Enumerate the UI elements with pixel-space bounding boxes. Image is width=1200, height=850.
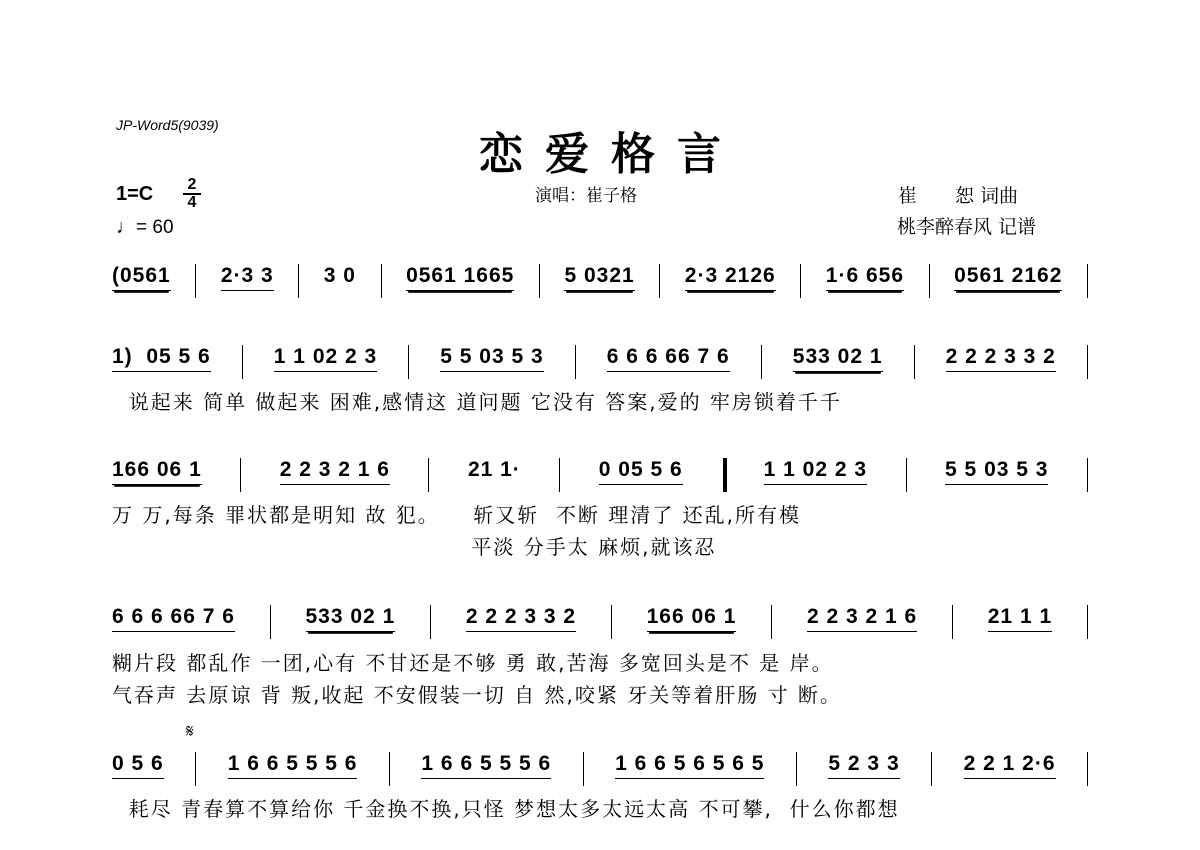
composer-credit: 崔 恕 词曲 (898, 185, 1019, 207)
barline (1087, 752, 1088, 786)
lyric-line: 糊片段 都乱作 一团,心有 不甘还是不够 勇 敢,苦海 多宽回头是不 是 岸。 (112, 651, 834, 675)
barline (914, 345, 915, 379)
barline (1087, 605, 1088, 639)
measure: 21 1 1 (988, 605, 1052, 632)
segno-icon: 𝄋 (186, 721, 194, 741)
staff-4 (112, 605, 1092, 653)
barline (389, 752, 390, 786)
barline (611, 605, 612, 639)
barline (931, 752, 932, 786)
transcriber-credit: 桃李醉春风 记谱 (897, 216, 1037, 238)
meter-bottom: 4 (183, 193, 201, 211)
barline (298, 264, 299, 298)
measure: 1) 05 5 6 (112, 345, 211, 372)
barline (583, 752, 584, 786)
measure: 6 6 6 66 7 6 (607, 345, 730, 372)
time-signature (183, 177, 201, 211)
lyric-line: 平淡 分手太 麻烦,就该忍 (112, 535, 717, 559)
measure: 2 2 2 3 3 2 (946, 345, 1056, 372)
singer-credit: 演唱：崔子格 (535, 186, 637, 206)
barline (906, 458, 907, 492)
barline (195, 752, 196, 786)
measure: 1 6 6 5 6 5 6 5 (615, 752, 764, 779)
barline (761, 345, 762, 379)
measure: 2 2 1 2·6 (964, 752, 1056, 779)
measure: 21 1· (467, 458, 521, 481)
measure: 2·3 2126 (685, 264, 776, 291)
measure: 0561 2162 (954, 264, 1062, 291)
measure: 0 05 5 6 (599, 458, 683, 485)
staff-1 (112, 264, 1092, 312)
barline (242, 345, 243, 379)
measure: 5 2 3 3 (828, 752, 899, 779)
measure: 5 5 03 5 3 (945, 458, 1048, 485)
barline (796, 752, 797, 786)
measure: 1 6 6 5 5 5 6 (421, 752, 551, 779)
barline (1087, 345, 1088, 379)
tempo-mark (116, 216, 174, 239)
measure: 1 1 02 2 3 (274, 345, 377, 372)
measure: 2 2 3 2 1 6 (807, 605, 917, 632)
measure: 2 2 2 3 3 2 (466, 605, 576, 632)
quarter-note-icon: ♩ (116, 216, 136, 238)
measure: 166 06 1 (112, 458, 202, 485)
barline (1087, 458, 1088, 492)
meter-top: 2 (187, 176, 197, 193)
barline (952, 605, 953, 639)
lyric-line: 耗尽 青春算不算给你 千金换不换,只怪 梦想太多太远太高 不可攀, 什么你都想 (112, 797, 900, 821)
song-title: 恋爱格言 (479, 129, 743, 180)
barline (559, 458, 560, 492)
barline (659, 264, 660, 298)
tempo-value: = 60 (136, 217, 174, 238)
measure: 1·6 656 (826, 264, 904, 291)
barline (430, 605, 431, 639)
barline (240, 458, 241, 492)
measure: 2 2 3 2 1 6 (280, 458, 390, 485)
measure: 1 6 6 5 5 5 6 (228, 752, 358, 779)
measure: 5 5 03 5 3 (440, 345, 543, 372)
measure: 3 0 (323, 264, 356, 287)
barline (539, 264, 540, 298)
measure: 0561 1665 (406, 264, 514, 291)
measure: 2·3 3 (221, 264, 274, 291)
barline (575, 345, 576, 379)
software-watermark: JP-Word5(9039) (116, 117, 219, 133)
lyric-line: 万 万,每条 罪状都是明知 故 犯。 斩又斩 不断 理清了 还乱,所有模 (112, 503, 802, 527)
barline (929, 264, 930, 298)
repeat-start-barline (723, 458, 727, 492)
measure: 0 5 6 (112, 752, 164, 779)
measure: 1 1 02 2 3 (764, 458, 867, 485)
lyric-line: 说起来 简单 做起来 困难,感情这 道问题 它没有 答案,爱的 牢房锁着千千 (112, 390, 842, 414)
barline (771, 605, 772, 639)
barline (428, 458, 429, 492)
lyric-line: 气吞声 去原谅 背 叛,收起 不安假装一切 自 然,咬紧 牙关等着肝肠 寸 断。 (112, 683, 842, 707)
measure: 533 02 1 (793, 345, 883, 372)
barline (195, 264, 196, 298)
barline (800, 264, 801, 298)
measure: 6 6 6 66 7 6 (112, 605, 235, 632)
measure: 533 02 1 (306, 605, 396, 632)
barline (381, 264, 382, 298)
barline (270, 605, 271, 639)
barline (1087, 264, 1088, 298)
barline (408, 345, 409, 379)
measure: (0561 (112, 264, 171, 291)
measure: 166 06 1 (647, 605, 737, 632)
measure: 5 0321 (564, 264, 634, 291)
key-signature: 1=C (116, 183, 154, 205)
